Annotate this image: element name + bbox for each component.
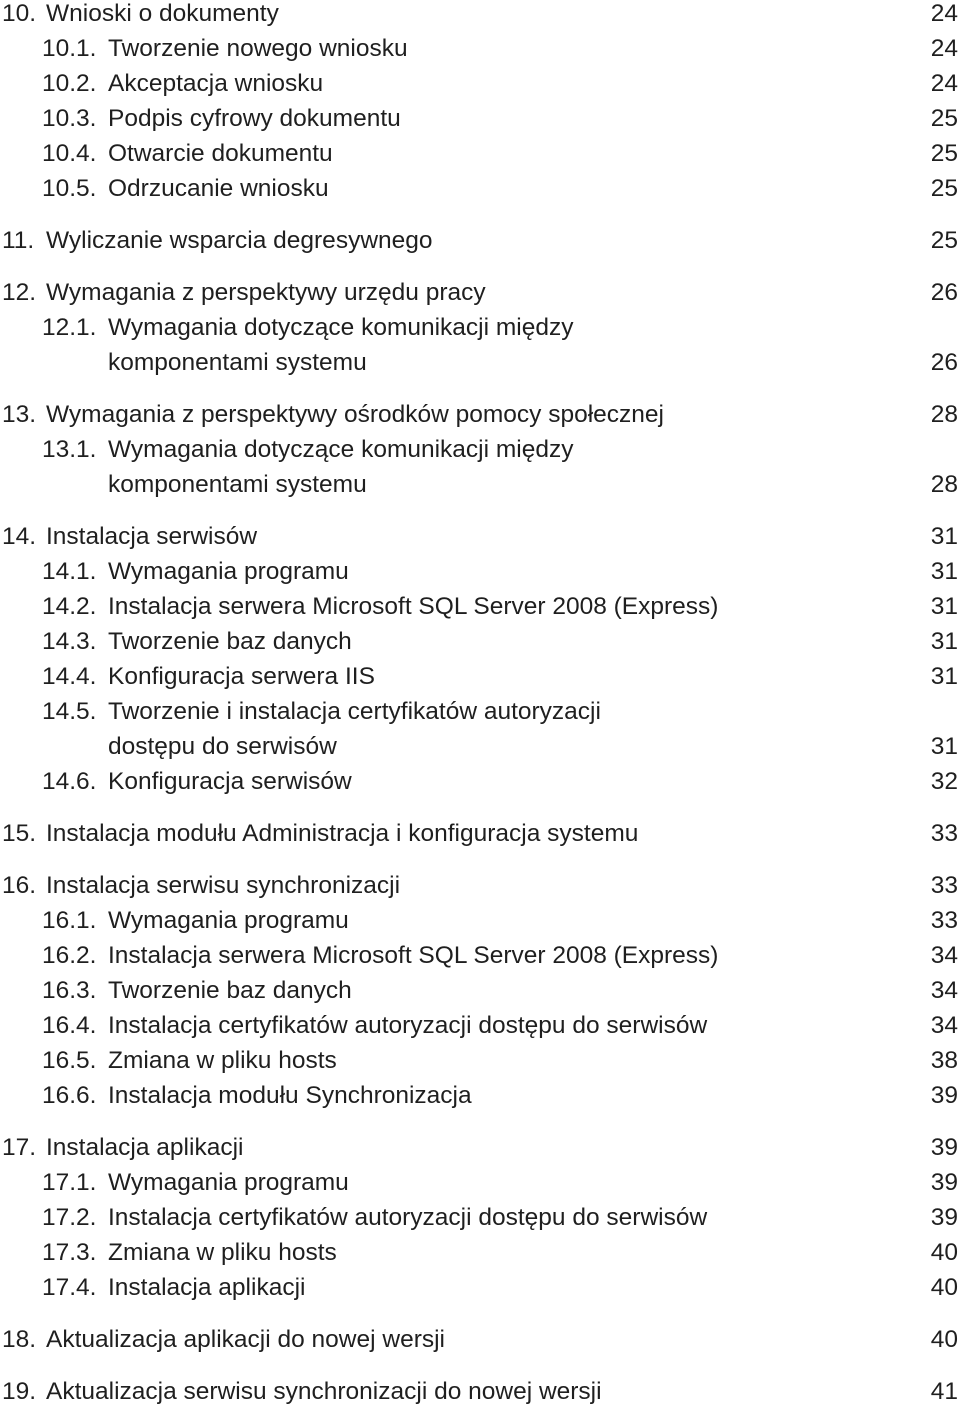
toc-entry-number: 10.4.	[42, 140, 97, 167]
toc-section-entry[interactable]	[0, 694, 960, 729]
toc-entry-title: Aktualizacja aplikacji do nowej wersji	[46, 1326, 445, 1353]
toc-entry-number: 17.	[2, 1134, 37, 1161]
toc-entry-page-number: 24	[930, 0, 958, 27]
toc-section-entry[interactable]	[0, 136, 960, 171]
toc-entry-title: Wnioski o dokumenty	[46, 0, 279, 27]
toc-entry-page-number: 25	[930, 105, 958, 132]
toc-entry-number: 16.2.	[42, 942, 97, 969]
toc-entry-number: 10.5.	[42, 175, 97, 202]
toc-chapter-entry[interactable]	[0, 397, 960, 432]
toc-entry-page-number: 34	[930, 942, 958, 969]
toc-chapter-entry[interactable]	[0, 1322, 960, 1357]
toc-entry-title: Tworzenie nowego wniosku	[108, 35, 408, 62]
toc-section-entry[interactable]	[0, 1270, 960, 1305]
toc-entry-page-number: 34	[930, 977, 958, 1004]
toc-entry-number: 14.5.	[42, 698, 97, 725]
toc-section-entry[interactable]	[0, 1078, 960, 1113]
toc-entry-number: 19.	[2, 1378, 37, 1405]
toc-entry-title: Instalacja serwisu synchronizacji	[46, 872, 401, 899]
toc-entry-title: Wymagania programu	[108, 907, 349, 934]
toc-entry-title: Instalacja certyfikatów autoryzacji dostępu do serwisów	[108, 1012, 708, 1039]
toc-section-entry[interactable]	[0, 1008, 960, 1043]
toc-chapter-entry[interactable]	[0, 223, 960, 258]
toc-entry-page-number: 33	[930, 872, 958, 899]
toc-section-entry[interactable]	[0, 624, 960, 659]
toc-entry-page-number: 38	[930, 1047, 958, 1074]
toc-entry-title: Zmiana w pliku hosts	[108, 1239, 337, 1266]
toc-chapter-entry[interactable]	[0, 1374, 960, 1409]
toc-entry-page-number: 33	[930, 820, 958, 847]
toc-section-entry[interactable]	[0, 1235, 960, 1270]
toc-entry-number: 14.4.	[42, 663, 97, 690]
toc-section-entry[interactable]	[0, 764, 960, 799]
toc-entry-title: Wymagania z perspektywy ośrodków pomocy społecznej	[46, 401, 664, 428]
toc-entry-title: Instalacja serwera Microsoft SQL Server 2008 (Express)	[108, 942, 719, 969]
toc-entry-number: 13.	[2, 401, 37, 428]
toc-entry-title: Wyliczanie wsparcia degresywnego	[46, 227, 433, 254]
toc-entry-number: 13.1.	[42, 436, 97, 463]
toc-entry-page-number: 28	[930, 471, 958, 498]
toc-entry-page-number: 28	[930, 401, 958, 428]
toc-entry-page-number: 31	[930, 593, 958, 620]
toc-entry-page-number: 41	[930, 1378, 958, 1405]
toc-entry-page-number: 24	[930, 70, 958, 97]
toc-entry-title: Akceptacja wniosku	[108, 70, 324, 97]
toc-entry-title: Konfiguracja serwisów	[108, 768, 352, 795]
toc-entry-page-number: 39	[930, 1134, 958, 1161]
toc-entry-number: 14.2.	[42, 593, 97, 620]
toc-entry-page-number: 31	[930, 558, 958, 585]
toc-entry-title: komponentami systemu	[108, 349, 367, 376]
toc-section-entry[interactable]	[0, 31, 960, 66]
toc-entry-title: Wymagania dotyczące komunikacji między	[108, 314, 574, 341]
toc-entry-title: dostępu do serwisów	[108, 733, 337, 760]
toc-section-entry[interactable]	[0, 973, 960, 1008]
toc-entry-number: 14.6.	[42, 768, 97, 795]
toc-section-entry[interactable]	[0, 938, 960, 973]
toc-chapter-entry[interactable]	[0, 519, 960, 554]
toc-entry-title: Instalacja serwisów	[46, 523, 258, 550]
toc-entry-title: Konfiguracja serwera IIS	[108, 663, 375, 690]
toc-entry-title: Tworzenie baz danych	[108, 628, 352, 655]
toc-entry-number: 16.1.	[42, 907, 97, 934]
toc-chapter-entry[interactable]	[0, 816, 960, 851]
toc-entry-number: 12.	[2, 279, 37, 306]
toc-entry-page-number: 25	[930, 227, 958, 254]
toc-section-entry[interactable]	[0, 1165, 960, 1200]
toc-entry-number: 17.4.	[42, 1274, 97, 1301]
toc-entry-continuation[interactable]	[0, 345, 960, 380]
toc-section-entry[interactable]	[0, 1200, 960, 1235]
toc-entry-title: Instalacja serwera Microsoft SQL Server 2008 (Express)	[108, 593, 719, 620]
toc-entry-page-number: 40	[930, 1274, 958, 1301]
toc-entry-title: komponentami systemu	[108, 471, 367, 498]
toc-entry-number: 14.1.	[42, 558, 97, 585]
toc-entry-number: 16.4.	[42, 1012, 97, 1039]
toc-entry-number: 16.	[2, 872, 37, 899]
toc-entry-number: 14.3.	[42, 628, 97, 655]
toc-entry-title: Tworzenie baz danych	[108, 977, 352, 1004]
toc-section-entry[interactable]	[0, 101, 960, 136]
toc-entry-continuation[interactable]	[0, 729, 960, 764]
toc-entry-page-number: 25	[930, 175, 958, 202]
toc-entry-number: 17.1.	[42, 1169, 97, 1196]
toc-entry-number: 12.1.	[42, 314, 97, 341]
toc-entry-page-number: 33	[930, 907, 958, 934]
toc-entry-title: Wymagania z perspektywy urzędu pracy	[46, 279, 486, 306]
toc-entry-page-number: 39	[930, 1169, 958, 1196]
toc-section-entry[interactable]	[0, 171, 960, 206]
toc-section-entry[interactable]	[0, 310, 960, 345]
toc-entry-page-number: 39	[930, 1082, 958, 1109]
toc-chapter-entry[interactable]	[0, 868, 960, 903]
toc-entry-number: 10.1.	[42, 35, 97, 62]
toc-section-entry[interactable]	[0, 554, 960, 589]
toc-entry-page-number: 24	[930, 35, 958, 62]
toc-entry-continuation[interactable]	[0, 467, 960, 502]
toc-entry-page-number: 34	[930, 1012, 958, 1039]
toc-entry-title: Instalacja aplikacji	[46, 1134, 244, 1161]
toc-entry-number: 17.2.	[42, 1204, 97, 1231]
toc-entry-page-number: 40	[930, 1326, 958, 1353]
toc-entry-number: 16.3.	[42, 977, 97, 1004]
toc-entry-number: 16.6.	[42, 1082, 97, 1109]
toc-entry-number: 10.3.	[42, 105, 97, 132]
toc-entry-page-number: 32	[930, 768, 958, 795]
toc-entry-title: Aktualizacja serwisu synchronizacji do nowej wersji	[46, 1378, 602, 1405]
toc-section-entry[interactable]	[0, 903, 960, 938]
toc-entry-page-number: 31	[930, 663, 958, 690]
toc-section-entry[interactable]	[0, 66, 960, 101]
toc-entry-number: 14.	[2, 523, 37, 550]
toc-entry-number: 10.	[2, 0, 37, 27]
toc-entry-number: 11.	[2, 227, 35, 254]
toc-entry-title: Wymagania dotyczące komunikacji między	[108, 436, 574, 463]
toc-entry-page-number: 40	[930, 1239, 958, 1266]
toc-entry-number: 15.	[2, 820, 37, 847]
toc-entry-number: 16.5.	[42, 1047, 97, 1074]
toc-entry-page-number: 26	[930, 349, 958, 376]
toc-entry-number: 18.	[2, 1326, 37, 1353]
toc-entry-title: Tworzenie i instalacja certyfikatów autoryzacji	[108, 698, 601, 725]
toc-section-entry[interactable]	[0, 659, 960, 694]
toc-section-entry[interactable]	[0, 432, 960, 467]
toc-chapter-entry[interactable]	[0, 0, 960, 31]
toc-entry-page-number: 25	[930, 140, 958, 167]
toc-entry-title: Instalacja certyfikatów autoryzacji dostępu do serwisów	[108, 1204, 708, 1231]
toc-entry-number: 17.3.	[42, 1239, 97, 1266]
toc-entry-number: 10.2.	[42, 70, 97, 97]
toc-entry-page-number: 26	[930, 279, 958, 306]
toc-entry-title: Zmiana w pliku hosts	[108, 1047, 337, 1074]
toc-entry-page-number: 31	[930, 733, 958, 760]
toc-entry-title: Wymagania programu	[108, 1169, 349, 1196]
toc-entry-page-number: 31	[930, 628, 958, 655]
toc-entry-title: Podpis cyfrowy dokumentu	[108, 105, 401, 132]
toc-section-entry[interactable]	[0, 1043, 960, 1078]
toc-section-entry[interactable]	[0, 589, 960, 624]
toc-entry-title: Otwarcie dokumentu	[108, 140, 333, 167]
toc-entry-page-number: 39	[930, 1204, 958, 1231]
toc-entry-title: Instalacja modułu Synchronizacja	[108, 1082, 472, 1109]
toc-entry-title: Wymagania programu	[108, 558, 349, 585]
toc-entry-title: Odrzucanie wniosku	[108, 175, 329, 202]
toc-entry-title: Instalacja aplikacji	[108, 1274, 306, 1301]
toc-chapter-entry[interactable]	[0, 275, 960, 310]
toc-entry-title: Instalacja modułu Administracja i konfiguracja systemu	[46, 820, 639, 847]
toc-chapter-entry[interactable]	[0, 1130, 960, 1165]
toc-entry-page-number: 31	[930, 523, 958, 550]
